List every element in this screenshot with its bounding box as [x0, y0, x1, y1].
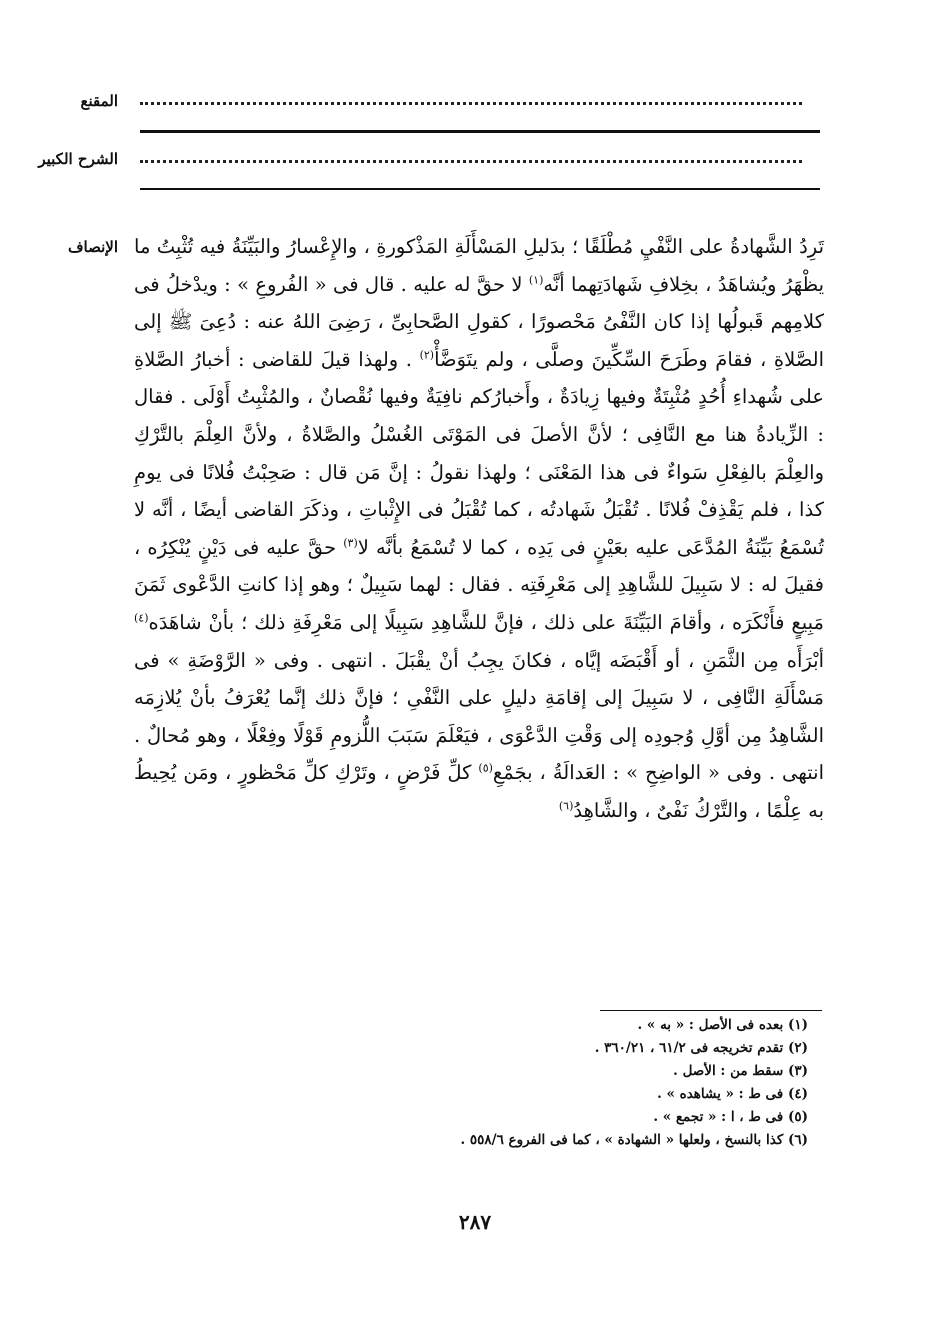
sharh-dotted-line	[140, 160, 802, 163]
page-number: ٢٨٧	[458, 1210, 492, 1234]
body-line: الصَّحابِىِّ ، رَضِىَ اللهُ عنه : دُعِىَ ﷺ إلى الصَّلاةِ ، فقامَ وطَرَحَ السِّكِّينَ	[134, 310, 824, 371]
body-line: الدَّعْوى ثَمَنَ مَبِيعٍ فأَنْكَرَه ، وأقامَ البَيِّنَةَ على ذلك ، فإنَّ للشَّاهِدِ سَبِيلًا إلى مَعْرِفَةِ	[134, 573, 824, 634]
body-line: . ولهذا قيلَ للقاضى : أخبارُ الصَّلاةِ على شُهداءِ أُحُدٍ مُثْبِتَةٌ	[134, 347, 824, 409]
body-line: وصلَّى ، ولم يتَوَضَّأْ	[434, 347, 584, 371]
footnote-item: (٤) فى ط : « يشاهده » .	[657, 1086, 808, 1102]
footnote-ref: (٥)	[478, 761, 493, 775]
body-line: يَقْذِفْ فُلانًا . تُقْبَلُ شَهادتُه ، كما تُقْبَلُ فى الإِثْباتِ ، وذكَرَ القاضى أيضًا ، أنَّه لا	[134, 498, 744, 522]
body-line: ذلك ؛ بأنْ شاهَدَه	[148, 610, 286, 634]
body-line: وفيها زِيادَةٌ ، وأَخبارُكم نافِيَةٌ وفيها نُقْصانٌ ، والمُثْبِتُ أَوْلَى . فقال : الزِّيادةُ هنا مع	[134, 385, 824, 446]
body-line: اللُّزومِ قَوْلًا وفِعْلًا ، وهو مُحالٌ . انتهى . وفى « الواضِحِ » : العَدالَةُ ، بجَمْعِ	[134, 723, 825, 785]
body-line: لا حقَّ له عليه . قال فى	[333, 272, 523, 296]
body-line: انتهى . وفى « الرَّوْضَةِ » فى مَسْأَلَةِ النَّافِى ، لا سَبِيلَ إلى إقامَةِ دليلٍ على النَّفْىِ ؛ فإنَّ	[134, 648, 825, 710]
body-line: ذلك إنَّما يُعْرَفُ بأنْ يُلازِمَه الشَّاهِدُ مِن أوَّلِ وُجودِه إلى وَقْتِ الدَّعْوَى ، فيَعْلَمَ سَبَبَ	[134, 686, 824, 747]
body-line: « الفُروعِ » : ويدْخلُ فى كلامِهم قَبولُها إذا كان النَّفْىُ مَحْصورًا ، كقولِ	[134, 272, 824, 334]
footnote-ref: (٢)	[419, 348, 435, 362]
footnote-ref: (٦)	[558, 799, 574, 813]
footnote-item: (٦) كذا بالنسخ ، ولعلها « الشهادة » ، كما فى الفروع ٥٥٨/٦ .	[460, 1132, 808, 1148]
insaf-body-text	[134, 228, 824, 830]
body-line: تُثْبِتُ ما يظْهَرُ ويُشاهَدُ ، بخِلافِ شَهادَتِهما أنَّه	[134, 235, 824, 296]
footnote-item: (٢) تقدم تخريجه فى ٦١/٢ ، ٣٦٠/٢١ .	[594, 1040, 808, 1056]
header-thick-rule	[140, 130, 820, 133]
body-line: أبْرَأَه مِن الثَّمَنِ ، أو أَقْبَضَه إيَّاه ، فكانَ يجِبُ أنْ يقْبَلَ .	[380, 648, 825, 672]
muqni-section-label: المقنع	[80, 92, 118, 110]
footnote-ref: (١)	[528, 273, 544, 287]
body-line: يُنْكِرُه ، فقيلَ له : لا سَبِيلَ للشَّاهِدِ إلى مَعْرِفَتِه . فقال : لهما سَبِيلٌ ؛ وهو إذا كانتِ	[134, 535, 824, 597]
footnote-separator	[600, 1010, 822, 1011]
body-line: حقَّ عليه فى دَيْنٍ	[197, 535, 337, 559]
muqni-dotted-line	[140, 102, 802, 105]
footnote-ref: (٣)	[343, 536, 358, 550]
body-line: سَواءٌ فى هذا المَعْنَى ؛ ولهذا نقولُ : إنَّ مَن قال : صَحِبْتُ فُلانًا فى يومِ كذا ، فلم	[134, 460, 824, 522]
body-line: النَّافِى ؛ لأنَّ الأصلَ فى المَوْتَى الغُسْلُ والصَّلاةُ ، ولأنَّ العِلْمَ بالتَّرْكِ والعِلْمَ بالفِعْلِ	[134, 422, 824, 484]
header-thin-rule	[140, 188, 820, 190]
footnote-item: (٥) فى ط ، ا : « تجمع » .	[653, 1109, 808, 1125]
body-line: كلِّ فَرْضٍ ، وتَرْكِ كلِّ مَحْظورٍ ، ومَن يُحِيطُ به عِلْمًا ، والتَّرْكُ نَفْىٌ ، والشَّاهِدُ	[134, 761, 824, 822]
body-line: تُسْمَعُ بَيِّنَةُ المُدَّعَى عليه بعَيْنٍ فى يَدِه ، كما لا تُسْمَعُ بأنَّه لا	[357, 535, 825, 559]
sharh-section-label: الشرح الكبير	[38, 150, 118, 168]
footnote-ref: (٤)	[134, 611, 149, 625]
body-line: تَرِدُ الشَّهادةُ على النَّفْيِ مُطْلَقًا ؛ بدَليلِ المَسْأَلَةِ المَذْكورةِ ، والإِعْسارُ والبَيِّنَةُ فيه	[199, 235, 824, 258]
footnotes	[300, 1014, 808, 1152]
footnote-item: (١) بعده فى الأصل : « به » .	[637, 1017, 808, 1033]
footnote-item: (٣) سقط من : الأصل .	[673, 1063, 808, 1079]
insaf-section-label: الإنصاف	[67, 238, 118, 256]
